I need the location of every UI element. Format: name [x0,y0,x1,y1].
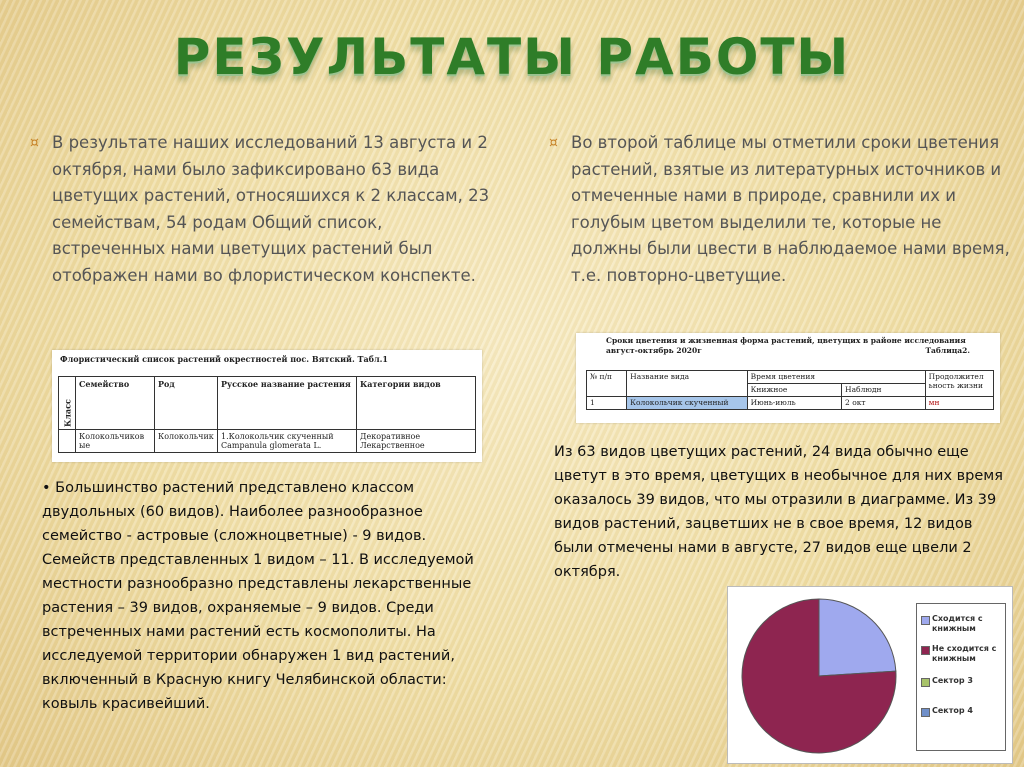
bullet-icon: ¤ [30,135,39,151]
bloom-table-image [576,333,1000,423]
table-header-cell: Семейство [76,377,155,430]
pie-chart [727,586,1013,764]
right-lower-text: Из 63 видов цветущих растений, 24 вида обычно еще цветут в это время, цветущих в необычное для них время оказалось 39 видов, что мы отразили в диаграмме. Из 39 видов растений, зацветших не в свое время, 12 видов были отмечены нами в августе, 27 видов еще цвели 2 октября. [554,444,1003,580]
table-header-row [587,371,994,384]
table-header-cell: Название вида [627,371,747,397]
slide-title: РЕЗУЛЬТАТЫ РАБОТЫ [173,28,851,86]
legend-entry [921,614,1002,634]
pie-chart-plot [728,587,918,763]
table-cell: 2 окт [842,397,926,410]
table-header-row [59,377,476,430]
table-cell: мн [925,397,993,410]
table-cell: 1.Колокольчик скученный Campanula glomerata L. [218,430,357,453]
table-cell: Колокольчик скученный [627,397,747,410]
table-row [59,430,476,453]
table-cell [59,430,76,453]
legend-label: Сходится с книжным [932,614,983,633]
legend-entry [921,676,1002,686]
table-header-cell: Книжное [747,384,841,397]
table-cell: Декоративное Лекарственное [357,430,476,453]
table2-caption: Сроки цветения и жизненная форма растений, цветущих в районе исследования август-октябрь 2020г [606,336,966,355]
legend-label: Не сходится с книжным [932,644,997,663]
table1-caption: Флористический список растений окрестностей пос. Вятский. Табл.1 [60,354,388,364]
table-cell: Колокольчиков ые [76,430,155,453]
table-header-cell: Русское название растения [218,377,357,430]
legend-swatch [921,616,930,625]
table-header-cell: Класс [59,377,76,430]
table-header-cell: Продолжител ьность жизни [925,371,993,397]
table-cell: Июнь-июль [747,397,841,410]
table-header-cell: № п/п [587,371,627,397]
flora-table [58,376,476,453]
table-header-cell: Время цветения [747,371,925,384]
legend-entry [921,644,1002,664]
left-paragraph-text: В результате наших исследований 13 августа и 2 октября, нами было зафиксировано 63 вида цветущих растений, относяшихся к 2 классам, 23 семействам, 54 родам Общий список, встреченных нами цветущих растений был отображен нами во флористическом конспекте. [52,133,490,285]
table-header-cell: Наблюдн [842,384,926,397]
legend-swatch [921,678,930,687]
bullet-icon: ¤ [549,135,558,151]
legend-entry [921,706,1002,716]
legend-label: Сектор 3 [932,676,973,685]
right-paragraph-text: Во второй таблице мы отметили сроки цветения растений, взятые из литературных источников и отмеченные нами в природе, сравнили их и голубым цветом выделили те, которые не должны были цвести в наблюдаемое нами время, т.е. повторно-цветущие. [571,133,1010,285]
flora-table-image [52,350,482,462]
table-header-cell: Род [155,377,218,430]
bloom-table [586,370,994,410]
table-row [587,397,994,410]
table-cell: 1 [587,397,627,410]
left-lower-text: • Большинство растений представлено классом двудольных (60 видов). Наиболее разнообразное семейство - астровые (сложноцветные) - 9 видов. Семейств представленных 1 видом – 11. В исследуемой местности разнообразно представлены лекарственные растения – 39 видов, охраняемые – 9 видов. Среди встреченных нами растений есть космополиты. На исследуемой территории обнаружен 1 вид растений, включенный в Красную книгу Челябинской области: ковыль красивейший. [42,480,474,712]
legend-swatch [921,646,930,655]
left-paragraph [30,130,492,289]
table-header-cell: Категории видов [357,377,476,430]
legend-label: Сектор 4 [932,706,973,715]
table-cell: Колокольчик [155,430,218,453]
right-paragraph [549,130,1011,289]
pie-slice-1 [819,599,896,676]
legend-swatch [921,708,930,717]
table2-number: Таблица2. [925,346,970,355]
chart-legend [916,603,1006,751]
